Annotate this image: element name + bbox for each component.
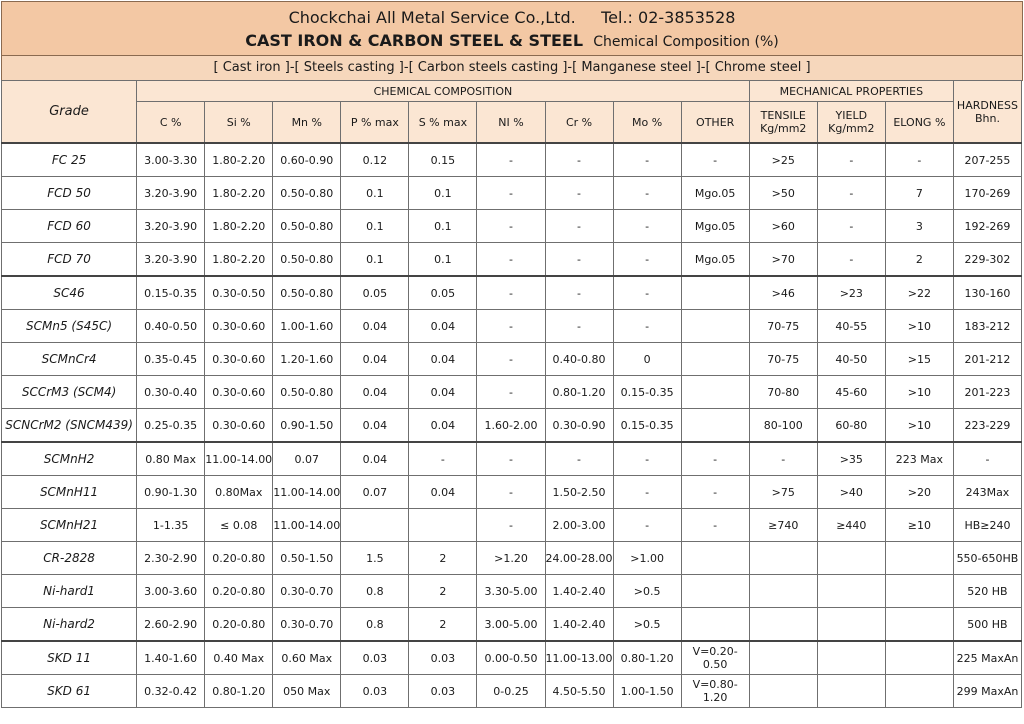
table-cell: 1.40-2.40 — [545, 575, 613, 608]
table-row — [2, 442, 1022, 476]
company-name: Chockchai All Metal Service Co.,Ltd. — [288, 8, 576, 27]
table-cell — [341, 509, 409, 542]
table-cell: 0.90-1.30 — [137, 476, 205, 509]
table-cell: 3.20-3.90 — [137, 243, 205, 277]
grade-cell: SCMnH11 — [2, 476, 137, 509]
hardness-cell: 229-302 — [953, 243, 1021, 277]
table-cell: 1.00-1.50 — [613, 675, 681, 708]
table-cell: - — [681, 442, 749, 476]
table-cell — [681, 343, 749, 376]
table-cell: - — [613, 210, 681, 243]
hardness-cell: 299 MaxAn — [953, 675, 1021, 708]
mechanical-properties-header: MECHANICAL PROPERTIES — [749, 81, 953, 102]
table-cell: 0.30-0.70 — [273, 608, 341, 642]
column-header: Si % — [205, 102, 273, 144]
table-cell: ≥10 — [885, 509, 953, 542]
page-title — [2, 31, 1022, 50]
table-cell: 11.00-14.00 — [273, 476, 341, 509]
table-cell: 0.50-0.80 — [273, 210, 341, 243]
table-cell — [749, 608, 817, 642]
table-cell: 0.35-0.45 — [137, 343, 205, 376]
table-cell: >23 — [817, 276, 885, 310]
table-cell: 2 — [885, 243, 953, 277]
table-cell: - — [613, 143, 681, 177]
table-cell: 80-100 — [749, 409, 817, 443]
table-cell: - — [681, 476, 749, 509]
table-cell — [749, 542, 817, 575]
table-cell: Mgo.05 — [681, 177, 749, 210]
table-cell: Mgo.05 — [681, 243, 749, 277]
table-cell: 1.80-2.20 — [205, 210, 273, 243]
grade-cell: FCD 60 — [2, 210, 137, 243]
table-cell: 0.04 — [341, 376, 409, 409]
hardness-cell: 207-255 — [953, 143, 1021, 177]
table-cell: 0.80-1.20 — [205, 675, 273, 708]
table-cell: 40-55 — [817, 310, 885, 343]
table-cell — [681, 409, 749, 443]
table-cell: 0.1 — [341, 210, 409, 243]
table-cell: 4.50-5.50 — [545, 675, 613, 708]
hardness-column-header: HARDNESS Bhn. — [953, 81, 1021, 144]
table-cell: 0 — [613, 343, 681, 376]
grade-cell: FCD 50 — [2, 177, 137, 210]
table-cell — [885, 608, 953, 642]
column-header: NI % — [477, 102, 545, 144]
table-cell: - — [545, 177, 613, 210]
table-cell — [817, 641, 885, 675]
chemical-composition-header: CHEMICAL COMPOSITION — [137, 81, 750, 102]
nav-link-manganese-steel[interactable]: [ Manganese steel ] — [572, 60, 701, 75]
table-cell: >1.20 — [477, 542, 545, 575]
table-cell: - — [477, 343, 545, 376]
table-cell: 0.20-0.80 — [205, 575, 273, 608]
table-cell: - — [477, 509, 545, 542]
table-cell — [885, 641, 953, 675]
column-header-row — [2, 102, 1022, 144]
hardness-cell: 243Max — [953, 476, 1021, 509]
table-cell: 0.07 — [273, 442, 341, 476]
table-cell: V=0.80-1.20 — [681, 675, 749, 708]
table-cell: 0.1 — [409, 177, 477, 210]
table-cell: 0.03 — [341, 641, 409, 675]
table-cell: 3.20-3.90 — [137, 210, 205, 243]
grade-cell: CR-2828 — [2, 542, 137, 575]
table-cell: 0.50-0.80 — [273, 177, 341, 210]
table-cell: - — [545, 276, 613, 310]
table-cell: 2.30-2.90 — [137, 542, 205, 575]
table-cell: 0.00-0.50 — [477, 641, 545, 675]
grade-cell: SCMnH21 — [2, 509, 137, 542]
hardness-cell: 201-212 — [953, 343, 1021, 376]
table-cell: 0.05 — [409, 276, 477, 310]
table-cell: 0.50-0.80 — [273, 243, 341, 277]
nav-link-carbon-steels-casting[interactable]: [ Carbon steels casting ] — [408, 60, 568, 75]
table-cell: 3.00-3.60 — [137, 575, 205, 608]
table-cell: - — [409, 442, 477, 476]
table-cell: 1.80-2.20 — [205, 243, 273, 277]
table-body — [2, 143, 1022, 708]
table-cell: 0.1 — [341, 177, 409, 210]
table-cell: - — [545, 243, 613, 277]
grade-cell: SC46 — [2, 276, 137, 310]
table-cell: 0.60 Max — [273, 641, 341, 675]
table-cell: ≥440 — [817, 509, 885, 542]
table-cell: - — [545, 210, 613, 243]
table-cell: 3 — [885, 210, 953, 243]
table-cell: - — [681, 143, 749, 177]
table-cell: 40-50 — [817, 343, 885, 376]
table-cell: 2.00-3.00 — [545, 509, 613, 542]
table-cell: >10 — [885, 310, 953, 343]
table-cell: >0.5 — [613, 608, 681, 642]
table-row — [2, 409, 1022, 443]
table-cell: 0.40-0.80 — [545, 343, 613, 376]
table-cell: - — [545, 310, 613, 343]
table-cell: 0.30-0.60 — [205, 376, 273, 409]
table-cell: 1.5 — [341, 542, 409, 575]
table-cell: 1.40-1.60 — [137, 641, 205, 675]
table-cell: - — [817, 210, 885, 243]
table-cell: 24.00-28.00 — [545, 542, 613, 575]
table-cell: - — [477, 442, 545, 476]
grade-cell: SKD 61 — [2, 675, 137, 708]
table-cell: 70-75 — [749, 343, 817, 376]
table-cell: 3.30-5.00 — [477, 575, 545, 608]
column-header: C % — [137, 102, 205, 144]
grade-cell: SCNCrM2 (SNCM439) — [2, 409, 137, 443]
table-cell: 1.60-2.00 — [477, 409, 545, 443]
column-header: YIELD Kg/mm2 — [817, 102, 885, 144]
hardness-cell: 500 HB — [953, 608, 1021, 642]
table-cell: 0.04 — [409, 310, 477, 343]
table-row — [2, 376, 1022, 409]
nav-link-chrome-steel[interactable]: [ Chrome steel ] — [705, 60, 811, 75]
table-cell: ≥740 — [749, 509, 817, 542]
table-cell: 0.04 — [409, 376, 477, 409]
table-cell: 0.15-0.35 — [613, 409, 681, 443]
table-cell: 0.80-1.20 — [545, 376, 613, 409]
table-cell: - — [613, 177, 681, 210]
hardness-cell: 223-229 — [953, 409, 1021, 443]
table-cell — [885, 542, 953, 575]
table-row — [2, 310, 1022, 343]
table-cell — [817, 542, 885, 575]
table-row — [2, 177, 1022, 210]
table-cell: 0.04 — [409, 476, 477, 509]
column-header: TENSILE Kg/mm2 — [749, 102, 817, 144]
table-cell: 3.20-3.90 — [137, 177, 205, 210]
hardness-cell: 550-650HB — [953, 542, 1021, 575]
table-cell — [749, 575, 817, 608]
table-cell: >20 — [885, 476, 953, 509]
table-cell: 0.1 — [341, 243, 409, 277]
column-header: Mo % — [613, 102, 681, 144]
column-header: S % max — [409, 102, 477, 144]
table-cell: 0.1 — [409, 210, 477, 243]
page-title-main: CAST IRON & CARBON STEEL & STEEL — [245, 31, 584, 50]
table-cell: - — [545, 143, 613, 177]
table-cell — [817, 675, 885, 708]
table-cell: >46 — [749, 276, 817, 310]
table-cell: 0.03 — [341, 675, 409, 708]
table-cell: 1.80-2.20 — [205, 177, 273, 210]
table-cell: - — [613, 276, 681, 310]
table-cell: 2.60-2.90 — [137, 608, 205, 642]
table-cell: 7 — [885, 177, 953, 210]
column-header: ELONG % — [885, 102, 953, 144]
table-row — [2, 675, 1022, 708]
column-header: Mn % — [273, 102, 341, 144]
table-cell: - — [545, 442, 613, 476]
table-row — [2, 641, 1022, 675]
grade-column-header: Grade — [2, 81, 137, 144]
table-cell: - — [817, 177, 885, 210]
table-cell: 0.8 — [341, 575, 409, 608]
table-cell — [817, 608, 885, 642]
table-cell: - — [477, 276, 545, 310]
table-cell: 0.07 — [341, 476, 409, 509]
table-cell — [681, 542, 749, 575]
table-cell: - — [477, 376, 545, 409]
table-cell: 0-0.25 — [477, 675, 545, 708]
nav-separator: - — [403, 60, 409, 75]
table-cell: 0.04 — [341, 343, 409, 376]
table-cell: 0.04 — [341, 442, 409, 476]
table-cell: >70 — [749, 243, 817, 277]
table-cell: - — [477, 177, 545, 210]
table-cell — [749, 641, 817, 675]
nav-separator: - — [700, 60, 706, 75]
table-cell: 0.04 — [341, 409, 409, 443]
table-row — [2, 575, 1022, 608]
table-cell: >40 — [817, 476, 885, 509]
table-cell: - — [681, 509, 749, 542]
table-cell: 0.30-0.40 — [137, 376, 205, 409]
table-cell: 0.03 — [409, 641, 477, 675]
table-cell: 1.00-1.60 — [273, 310, 341, 343]
table-cell: >35 — [817, 442, 885, 476]
hardness-cell: 201-223 — [953, 376, 1021, 409]
table-cell: 70-75 — [749, 310, 817, 343]
table-cell: 0.30-0.60 — [205, 343, 273, 376]
table-cell: >75 — [749, 476, 817, 509]
table-cell: >0.5 — [613, 575, 681, 608]
grade-cell: SCMn5 (S45C) — [2, 310, 137, 343]
table-cell: 0.04 — [409, 409, 477, 443]
grade-cell: SCMnCr4 — [2, 343, 137, 376]
table-cell: 0.50-0.80 — [273, 376, 341, 409]
table-cell: - — [817, 143, 885, 177]
table-cell — [409, 509, 477, 542]
table-cell: 0.8 — [341, 608, 409, 642]
table-cell — [749, 675, 817, 708]
hardness-cell: 170-269 — [953, 177, 1021, 210]
column-header: P % max — [341, 102, 409, 144]
nav-separator: - — [567, 60, 573, 75]
table-cell: 1-1.35 — [137, 509, 205, 542]
table-cell: - — [477, 210, 545, 243]
table-row — [2, 476, 1022, 509]
category-nav — [1, 55, 1023, 81]
table-cell: - — [817, 243, 885, 277]
table-cell: 0.15 — [409, 143, 477, 177]
table-cell: 0.60-0.90 — [273, 143, 341, 177]
page-title-sub: Chemical Composition (%) — [593, 34, 779, 50]
nav-link-cast-iron[interactable]: [ Cast iron ] — [213, 60, 290, 75]
table-cell: >50 — [749, 177, 817, 210]
table-cell: - — [613, 476, 681, 509]
nav-link-steels-casting[interactable]: [ Steels casting ] — [294, 60, 404, 75]
nav-separator: - — [289, 60, 295, 75]
table-cell — [681, 376, 749, 409]
table-cell: >10 — [885, 376, 953, 409]
company-tel: Tel.: 02-3853528 — [601, 8, 736, 27]
grade-cell: Ni-hard2 — [2, 608, 137, 642]
table-cell: 0.05 — [341, 276, 409, 310]
grade-cell: FC 25 — [2, 143, 137, 177]
table-row — [2, 143, 1022, 177]
table-cell: Mgo.05 — [681, 210, 749, 243]
table-row — [2, 243, 1022, 277]
table-cell: 0.50-1.50 — [273, 542, 341, 575]
grade-cell: FCD 70 — [2, 243, 137, 277]
table-cell: 1.40-2.40 — [545, 608, 613, 642]
table-cell: 0.90-1.50 — [273, 409, 341, 443]
company-line — [2, 8, 1022, 27]
table-row — [2, 343, 1022, 376]
grade-cell: SKD 11 — [2, 641, 137, 675]
table-row — [2, 608, 1022, 642]
table-cell: - — [477, 143, 545, 177]
table-cell: ≤ 0.08 — [205, 509, 273, 542]
table-cell: - — [477, 476, 545, 509]
table-cell: 0.30-0.60 — [205, 409, 273, 443]
hardness-cell: 183-212 — [953, 310, 1021, 343]
table-cell: 0.15-0.35 — [137, 276, 205, 310]
table-cell — [885, 675, 953, 708]
table-cell: 0.30-0.60 — [205, 310, 273, 343]
table-row — [2, 276, 1022, 310]
hardness-cell: 130-160 — [953, 276, 1021, 310]
table-cell: >22 — [885, 276, 953, 310]
table-cell — [681, 575, 749, 608]
table-cell: 0.04 — [409, 343, 477, 376]
table-cell: 0.1 — [409, 243, 477, 277]
table-cell: 0.30-0.50 — [205, 276, 273, 310]
table-cell: 2 — [409, 575, 477, 608]
table-cell: 0.50-0.80 — [273, 276, 341, 310]
table-cell: 0.32-0.42 — [137, 675, 205, 708]
table-cell: 1.20-1.60 — [273, 343, 341, 376]
table-cell: - — [749, 442, 817, 476]
table-cell: >15 — [885, 343, 953, 376]
table-cell: 0.20-0.80 — [205, 608, 273, 642]
table-cell: 0.12 — [341, 143, 409, 177]
table-cell: 0.03 — [409, 675, 477, 708]
table-cell: 1.80-2.20 — [205, 143, 273, 177]
hardness-cell: HB≥240 — [953, 509, 1021, 542]
column-header: Cr % — [545, 102, 613, 144]
table-cell: 0.04 — [341, 310, 409, 343]
table-cell — [885, 575, 953, 608]
table-cell: 0.80 Max — [137, 442, 205, 476]
table-cell: 45-60 — [817, 376, 885, 409]
table-cell: 1.50-2.50 — [545, 476, 613, 509]
table-cell: - — [613, 310, 681, 343]
column-header: OTHER — [681, 102, 749, 144]
table-cell: 11.00-14.00 — [205, 442, 273, 476]
hardness-cell: 225 MaxAn — [953, 641, 1021, 675]
table-cell: 050 Max — [273, 675, 341, 708]
table-cell: 2 — [409, 542, 477, 575]
table-row — [2, 210, 1022, 243]
table-cell: - — [477, 310, 545, 343]
table-cell: 3.00-3.30 — [137, 143, 205, 177]
table-cell: 0.30-0.90 — [545, 409, 613, 443]
table-cell: 11.00-13.00 — [545, 641, 613, 675]
table-cell: V=0.20-0.50 — [681, 641, 749, 675]
grade-cell: SCCrM3 (SCM4) — [2, 376, 137, 409]
table-cell: 2 — [409, 608, 477, 642]
composition-table — [1, 80, 1022, 708]
hardness-cell: - — [953, 442, 1021, 476]
table-cell: 223 Max — [885, 442, 953, 476]
table-cell: 0.15-0.35 — [613, 376, 681, 409]
table-cell: 3.00-5.00 — [477, 608, 545, 642]
table-cell: >60 — [749, 210, 817, 243]
table-cell: - — [477, 243, 545, 277]
table-cell: 11.00-14.00 — [273, 509, 341, 542]
table-cell — [681, 608, 749, 642]
table-cell: 0.80Max — [205, 476, 273, 509]
grade-cell: SCMnH2 — [2, 442, 137, 476]
table-cell: 0.40-0.50 — [137, 310, 205, 343]
table-cell: 70-80 — [749, 376, 817, 409]
table-cell: 60-80 — [817, 409, 885, 443]
table-cell: 0.40 Max — [205, 641, 273, 675]
table-cell — [681, 310, 749, 343]
table-cell: 0.30-0.70 — [273, 575, 341, 608]
table-cell — [681, 276, 749, 310]
grade-cell: Ni-hard1 — [2, 575, 137, 608]
table-cell — [817, 575, 885, 608]
table-row — [2, 542, 1022, 575]
table-cell: >1.00 — [613, 542, 681, 575]
table-cell: - — [613, 509, 681, 542]
table-cell: 0.80-1.20 — [613, 641, 681, 675]
table-cell: >10 — [885, 409, 953, 443]
table-cell: 0.25-0.35 — [137, 409, 205, 443]
table-cell: - — [885, 143, 953, 177]
table-cell: - — [613, 442, 681, 476]
table-cell: >25 — [749, 143, 817, 177]
hardness-cell: 520 HB — [953, 575, 1021, 608]
table-cell: - — [613, 243, 681, 277]
table-cell: 0.20-0.80 — [205, 542, 273, 575]
hardness-cell: 192-269 — [953, 210, 1021, 243]
table-row — [2, 509, 1022, 542]
title-banner — [1, 1, 1023, 56]
